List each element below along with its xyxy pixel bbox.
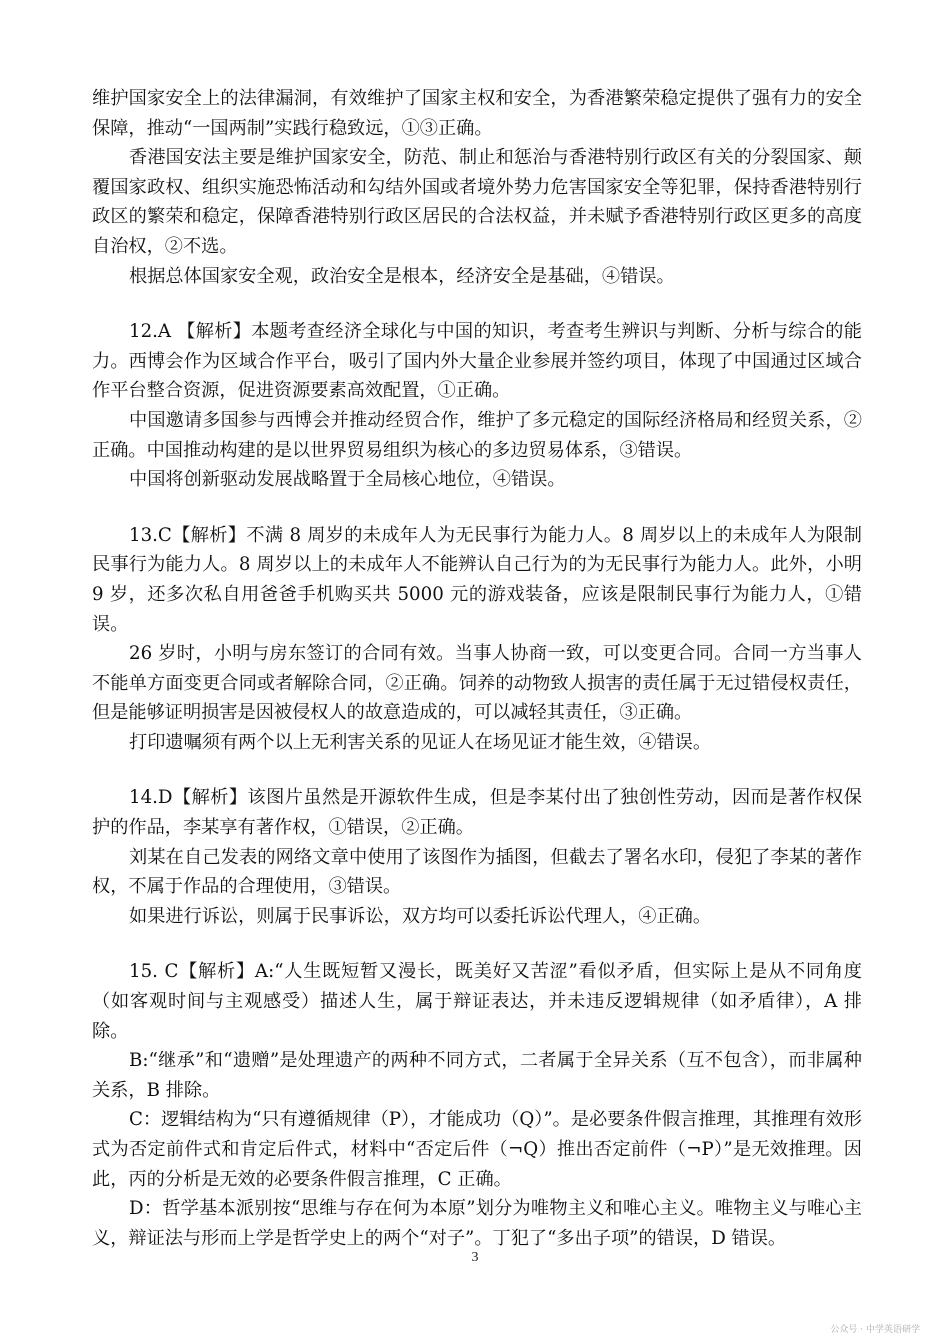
paragraph: 维护国家安全上的法律漏洞，有效维护了国家主权和安全，为香港繁荣稳定提供了强有力的安全保障，推动“一国两制”实践行稳致远，①③正确。 — [92, 88, 862, 139]
paragraph: D：哲学基本派别按“思维与存在何为本原”划分为唯物主义和唯心主义。唯物主义与唯心主义，辩证法与形而上学是哲学史上的两个“对子”。丁犯了“多出子项”的错误，D 错误。 — [92, 1198, 862, 1249]
paragraph: 中国将创新驱动发展战略置于全局核心地位，④错误。 — [129, 469, 566, 491]
paragraph: 打印遗嘱须有两个以上无利害关系的见证人在场见证才能生效，④错误。 — [129, 731, 712, 753]
paragraph: 26 岁时，小明与房东签订的合同有效。当事人协商一致，可以变更合同。合同一方当事人不能单方面变更合同或者解除合同，②正确。饲养的动物致人损害的责任属于无过错侵权责任，但是能够证明损害是因被侵权人的故意造成的，可以减轻其责任，③正确。 — [92, 643, 862, 724]
paragraph: 刘某在自己发表的网络文章中使用了该图作为插图，但截去了署名水印，侵犯了李某的著作权，不属于作品的合理使用，③错误。 — [92, 846, 862, 898]
paragraph: 13.C【解析】不满 8 周岁的未成年人为无民事行为能力人。8 周岁以上的未成年人为限制民事行为能力人。8 周岁以上的未成年人不能辨认自己行为的为无民事行为能力人。此外，小明 9 岁，还多次私自用爸爸手机购买共 5000 元的游戏装备，应该是限制民事行为能力人，①错误。 — [92, 524, 862, 635]
paragraph: 根据总体国家安全观，政治安全是根本，经济安全是基础，④错误。 — [129, 265, 675, 287]
paragraph: 如果进行诉讼，则属于民事诉讼，双方均可以委托诉讼代理人，④正确。 — [129, 905, 712, 927]
paragraph: 12.A 【解析】本题考查经济全球化与中国的知识，考查考生辨识与判断、分析与综合的能力。西博会作为区域合作平台，吸引了国内外大量企业参展并签约项目，体现了中国通过区域合作平台整合资源，促进资源要素高效配置，①正确。 — [92, 321, 862, 402]
paragraph: 中国邀请多国参与西博会并推动经贸合作，维护了多元稳定的国际经济格局和经贸关系，②正确。中国推动构建的是以世界贸易组织为核心的多边贸易体系，③错误。 — [92, 409, 862, 461]
document-body — [92, 84, 862, 1253]
paragraph: 14.D【解析】该图片虽然是开源软件生成，但是李某付出了独创性劳动，因而是著作权保护的作品，李某享有著作权，①错误，②正确。 — [92, 787, 862, 839]
section-gap — [92, 931, 862, 957]
paragraph: C：逻辑结构为“只有遵循规律（P），才能成功（Q）”。是必要条件假言推理，其推理有效形式为否定前件式和肯定后件式，材料中“否定后件（¬Q）推出否定前件（¬P）”是无效推理。因此，丙的分析是无效的必要条件假言推理，C 正确。 — [92, 1109, 862, 1190]
section-gap — [92, 291, 862, 317]
section-gap — [92, 495, 862, 521]
watermark: 公众号 · 中学英语研学 — [830, 1325, 920, 1335]
section-gap — [92, 757, 862, 783]
paragraph: 香港国安法主要是维护国家安全，防范、制止和惩治与香港特别行政区有关的分裂国家、颠覆国家政权、组织实施恐怖活动和勾结外国或者境外势力危害国家安全等犯罪，保持香港特别行政区的繁荣和稳定，保障香港特别行政区居民的合法权益，并未赋予香港特别行政区更多的高度自治权，②不选。 — [92, 147, 862, 257]
page-number: 3 — [471, 1250, 479, 1265]
paragraph: 15. C【解析】A:“人生既短暂又漫长，既美好又苦涩”看似矛盾，但实际上是从不同角度（如客观时间与主观感受）描述人生，属于辩证表达，并未违反逻辑规律（如矛盾律），A 排除。 — [92, 961, 862, 1042]
paragraph: B:“继承”和“遗赠”是处理遗产的两种不同方式，二者属于全异关系（互不包含），而非属种关系，B 排除。 — [92, 1050, 862, 1101]
